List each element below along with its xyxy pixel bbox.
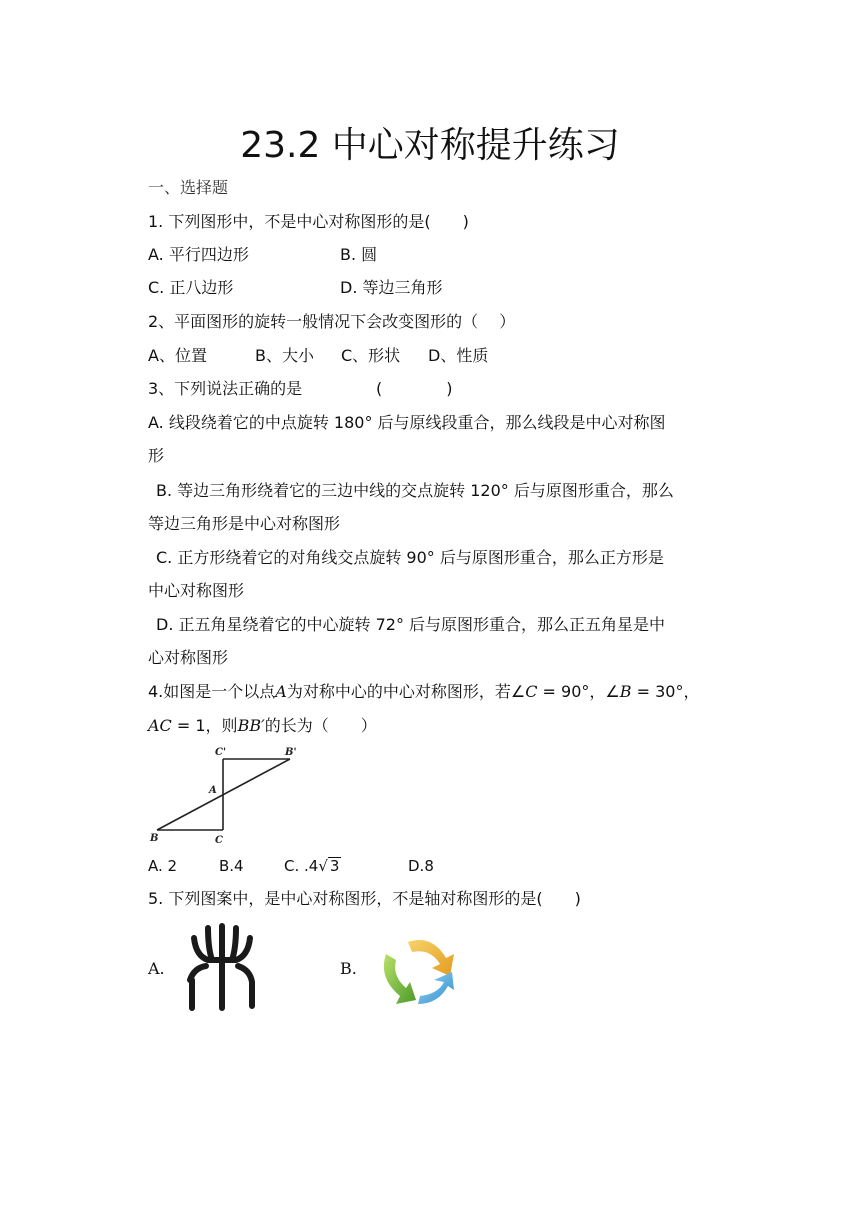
label-b: B — [150, 833, 159, 844]
q4-text: 的长为（ ） — [264, 716, 377, 735]
q4-option-d: D.8 — [408, 857, 434, 875]
q1-option-b: B. 圆 — [340, 245, 378, 264]
q1-option-c: C. 正八边形 — [148, 278, 234, 297]
yellow-arrow — [408, 940, 454, 976]
q5-option-b-arrows-image — [374, 924, 458, 1008]
q4-text: 4.如图是一个以点 — [148, 682, 276, 701]
q1-option-d: D. 等边三角形 — [340, 278, 443, 297]
q4-var-b: B — [619, 682, 632, 701]
q3-option-c-line2: 中心对称图形 — [148, 581, 245, 600]
segment-b-b-prime — [157, 759, 290, 830]
q2-option-d: D、性质 — [428, 346, 489, 365]
q4-option-b: B.4 — [219, 857, 244, 875]
label-b-prime: B' — [285, 747, 297, 758]
q1-stem: 1. 下列图形中，不是中心对称图形的是( ) — [148, 212, 469, 231]
q5-option-a-label: A. — [148, 959, 165, 978]
section-heading: 一、选择题 — [148, 178, 229, 197]
q3-option-c-line1: C. 正方形绕着它的对角线交点旋转 90° 后与原图形重合，那么正方形是 — [156, 548, 664, 567]
q5-option-a-glyph-image — [182, 920, 262, 1015]
label-a: A — [209, 785, 217, 796]
q4-stem-line2 — [148, 716, 377, 736]
label-c: C — [215, 835, 223, 846]
green-arrow — [384, 954, 416, 1004]
page-title: 23.2 中心对称提升练习 — [240, 125, 620, 166]
q4-var-ac: AC — [148, 716, 172, 735]
q3-option-a-line2: 形 — [148, 446, 165, 465]
q4-stem-line1 — [148, 682, 699, 702]
q4-option-c: C. .4√ 3 — [284, 857, 340, 875]
q4-text: 为对称中心的中心对称图形，若∠ — [286, 682, 526, 701]
q4-option-c-text: C. .4 — [284, 857, 319, 875]
q3-answer-paren: ( ) — [376, 379, 453, 398]
q3-option-a-line1: A. 线段绕着它的中点旋转 180° 后与原线段重合，那么线段是中心对称图 — [148, 413, 666, 432]
q2-option-b: B、大小 — [255, 346, 314, 365]
q3-option-b-line2: 等边三角形是中心对称图形 — [148, 514, 341, 533]
q3-option-d-line2: 心对称图形 — [148, 648, 229, 667]
label-c-prime: C' — [215, 747, 227, 758]
q3-stem: 3、下列说法正确的是 — [148, 379, 303, 398]
q5-option-b-label: B. — [340, 959, 357, 978]
q1-option-a: A. 平行四边形 — [148, 245, 249, 264]
q4-option-a: A. 2 — [148, 857, 178, 875]
q4-var-bb: BB′ — [237, 716, 265, 735]
q4-var-c: C — [525, 682, 538, 701]
q3-option-d-line1: D. 正五角星绕着它的中心旋转 72° 后与原图形重合，那么正五角星是中 — [156, 615, 666, 634]
blue-arrow — [418, 972, 454, 1004]
q4-option-c-radicand: 3 — [329, 857, 340, 875]
q4-text: = 1，则 — [171, 716, 238, 735]
q4-var-a: A — [275, 682, 287, 701]
q2-option-a: A、位置 — [148, 346, 207, 365]
q4-text: = 30°， — [631, 682, 700, 701]
q3-option-b-line1: B. 等边三角形绕着它的三边中线的交点旋转 120° 后与原图形重合，那么 — [156, 481, 674, 500]
q5-stem: 5. 下列图案中，是中心对称图形，不是轴对称图形的是( ) — [148, 889, 581, 908]
q2-stem: 2、平面图形的旋转一般情况下会改变图形的（ ） — [148, 312, 516, 331]
q2-option-c: C、形状 — [341, 346, 401, 365]
q4-text: = 90°，∠ — [537, 682, 620, 701]
